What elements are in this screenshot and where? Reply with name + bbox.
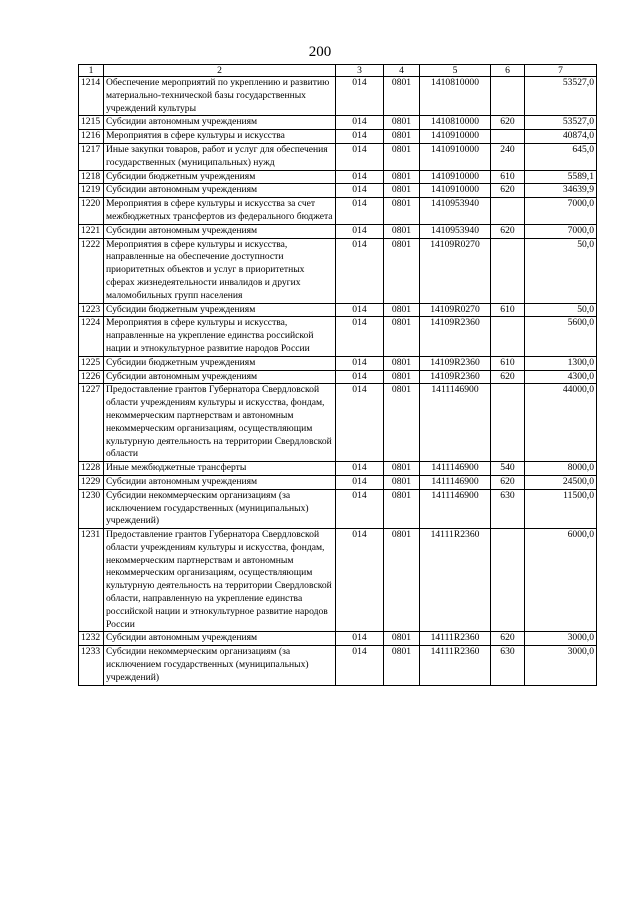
row-number: 1219 [79,184,104,198]
row-department-code: 014 [336,489,384,528]
row-section-code: 0801 [384,370,420,384]
row-department-code: 014 [336,384,384,462]
column-header: 5 [420,65,491,77]
table-row [79,116,597,130]
row-department-code: 014 [336,170,384,184]
row-name: Иные закупки товаров, работ и услуг для обеспечения государственных (муниципальных) нужд [104,143,336,170]
row-name: Субсидии автономным учреждениям [104,184,336,198]
column-header: 2 [104,65,336,77]
row-target-code: 14111R2360 [420,529,491,632]
row-section-code: 0801 [384,462,420,476]
table-row [79,317,597,356]
row-expense-type: 540 [491,462,525,476]
row-amount: 50,0 [525,303,597,317]
row-section-code: 0801 [384,170,420,184]
row-department-code: 014 [336,224,384,238]
row-expense-type: 620 [491,116,525,130]
row-department-code: 014 [336,356,384,370]
row-number: 1226 [79,370,104,384]
row-expense-type: 620 [491,184,525,198]
table-row [79,303,597,317]
row-expense-type [491,77,525,116]
row-number: 1228 [79,462,104,476]
row-name: Субсидии автономным учреждениям [104,116,336,130]
row-section-code: 0801 [384,475,420,489]
row-amount: 3000,0 [525,632,597,646]
row-target-code: 14109R2360 [420,370,491,384]
row-section-code: 0801 [384,238,420,303]
row-target-code: 1410910000 [420,184,491,198]
row-expense-type: 620 [491,224,525,238]
row-target-code: 1411146900 [420,462,491,476]
row-amount: 11500,0 [525,489,597,528]
row-name: Иные межбюджетные трансферты [104,462,336,476]
row-department-code: 014 [336,370,384,384]
row-department-code: 014 [336,632,384,646]
table-row [79,646,597,685]
row-section-code: 0801 [384,646,420,685]
row-amount: 53527,0 [525,116,597,130]
row-name: Субсидии автономным учреждениям [104,632,336,646]
row-target-code: 1410953940 [420,198,491,225]
row-number: 1217 [79,143,104,170]
row-department-code: 014 [336,198,384,225]
row-target-code: 1411146900 [420,475,491,489]
row-section-code: 0801 [384,317,420,356]
table-row [79,370,597,384]
row-expense-type: 630 [491,489,525,528]
row-number: 1230 [79,489,104,528]
row-name: Мероприятия в сфере культуры и искусства за счет межбюджетных трансфертов из федерального бюджета [104,198,336,225]
row-department-code: 014 [336,130,384,144]
row-amount: 50,0 [525,238,597,303]
row-number: 1223 [79,303,104,317]
table-row [79,475,597,489]
row-name: Субсидии автономным учреждениям [104,475,336,489]
column-header: 3 [336,65,384,77]
row-target-code: 14109R0270 [420,238,491,303]
row-amount: 5600,0 [525,317,597,356]
row-department-code: 014 [336,317,384,356]
row-name: Мероприятия в сфере культуры и искусства, направленные на укрепление единства российской нации и этнокультурное развитие народов России [104,317,336,356]
table-row [79,356,597,370]
row-target-code: 1410953940 [420,224,491,238]
row-expense-type: 610 [491,303,525,317]
row-number: 1220 [79,198,104,225]
row-amount: 40874,0 [525,130,597,144]
row-amount: 44000,0 [525,384,597,462]
row-target-code: 14109R0270 [420,303,491,317]
row-amount: 34639,9 [525,184,597,198]
row-target-code: 14109R2360 [420,356,491,370]
row-amount: 5589,1 [525,170,597,184]
row-section-code: 0801 [384,130,420,144]
row-amount: 24500,0 [525,475,597,489]
table-row [79,238,597,303]
row-department-code: 014 [336,238,384,303]
table-row [79,143,597,170]
table-row [79,224,597,238]
budget-table [78,64,597,686]
row-section-code: 0801 [384,184,420,198]
row-expense-type: 620 [491,475,525,489]
table-row [79,77,597,116]
row-amount: 1300,0 [525,356,597,370]
row-expense-type [491,317,525,356]
table-row [79,462,597,476]
row-target-code: 1410910000 [420,130,491,144]
row-amount: 3000,0 [525,646,597,685]
column-header: 6 [491,65,525,77]
row-expense-type [491,238,525,303]
row-expense-type: 620 [491,632,525,646]
table-header-row [79,65,597,77]
row-expense-type: 610 [491,356,525,370]
row-section-code: 0801 [384,303,420,317]
table-row [79,198,597,225]
table-row [79,384,597,462]
row-name: Субсидии бюджетным учреждениям [104,170,336,184]
row-section-code: 0801 [384,116,420,130]
row-expense-type: 610 [491,170,525,184]
row-amount: 645,0 [525,143,597,170]
row-number: 1229 [79,475,104,489]
row-expense-type [491,130,525,144]
row-target-code: 14109R2360 [420,317,491,356]
row-name: Мероприятия в сфере культуры и искусства [104,130,336,144]
row-name: Субсидии бюджетным учреждениям [104,356,336,370]
column-header: 4 [384,65,420,77]
row-amount: 53527,0 [525,77,597,116]
row-target-code: 1410810000 [420,116,491,130]
row-number: 1216 [79,130,104,144]
row-section-code: 0801 [384,384,420,462]
column-header: 1 [79,65,104,77]
row-number: 1221 [79,224,104,238]
row-department-code: 014 [336,462,384,476]
row-number: 1231 [79,529,104,632]
row-expense-type [491,198,525,225]
row-name: Предоставление грантов Губернатора Свердловской области учреждениям культуры и искусства, фондам, некоммерческим партнерствам и автономным некоммерческим организациям, осуществляющим культурную деятельность на территории Свердловской области [104,384,336,462]
row-number: 1227 [79,384,104,462]
table-row [79,529,597,632]
row-expense-type [491,529,525,632]
row-section-code: 0801 [384,77,420,116]
row-amount: 7000,0 [525,224,597,238]
row-name: Субсидии автономным учреждениям [104,224,336,238]
row-section-code: 0801 [384,489,420,528]
row-section-code: 0801 [384,143,420,170]
row-target-code: 1411146900 [420,489,491,528]
row-name: Субсидии некоммерческим организациям (за исключением государственных (муниципальных) учреждений) [104,646,336,685]
row-section-code: 0801 [384,632,420,646]
table-row [79,170,597,184]
row-number: 1218 [79,170,104,184]
row-department-code: 014 [336,184,384,198]
row-target-code: 14111R2360 [420,646,491,685]
row-target-code: 1410910000 [420,143,491,170]
row-section-code: 0801 [384,224,420,238]
row-expense-type: 620 [491,370,525,384]
column-header: 7 [525,65,597,77]
row-number: 1225 [79,356,104,370]
row-amount: 7000,0 [525,198,597,225]
row-section-code: 0801 [384,356,420,370]
row-number: 1214 [79,77,104,116]
row-name: Субсидии бюджетным учреждениям [104,303,336,317]
row-number: 1232 [79,632,104,646]
row-amount: 6000,0 [525,529,597,632]
row-department-code: 014 [336,143,384,170]
row-target-code: 1410810000 [420,77,491,116]
row-expense-type [491,384,525,462]
row-name: Предоставление грантов Губернатора Свердловской области учреждениям культуры и искусства, фондам, некоммерческим партнерствам и автономным некоммерческим организациям, осуществляющим культурную деятельность на территории Свердловской области, направленную на укрепление единства российской нации и этнокультурное развитие народов России [104,529,336,632]
row-target-code: 14111R2360 [420,632,491,646]
row-number: 1224 [79,317,104,356]
row-department-code: 014 [336,646,384,685]
row-department-code: 014 [336,116,384,130]
row-department-code: 014 [336,475,384,489]
row-target-code: 1411146900 [420,384,491,462]
table-row [79,489,597,528]
table-row [79,130,597,144]
row-target-code: 1410910000 [420,170,491,184]
row-section-code: 0801 [384,198,420,225]
row-section-code: 0801 [384,529,420,632]
row-number: 1215 [79,116,104,130]
row-name: Субсидии некоммерческим организациям (за исключением государственных (муниципальных) учреждений) [104,489,336,528]
row-name: Субсидии автономным учреждениям [104,370,336,384]
page-number: 200 [308,44,332,60]
row-number: 1222 [79,238,104,303]
row-expense-type: 240 [491,143,525,170]
table-row [79,184,597,198]
row-name: Мероприятия в сфере культуры и искусства, направленные на обеспечение доступности приоритетных объектов и услуг в приоритетных сферах жизнедеятельности инвалидов и других маломобильных групп населения [104,238,336,303]
row-number: 1233 [79,646,104,685]
row-name: Обеспечение мероприятий по укреплению и развитию материально-технической базы государственных учреждений культуры [104,77,336,116]
row-expense-type: 630 [491,646,525,685]
row-amount: 4300,0 [525,370,597,384]
table-row [79,632,597,646]
row-department-code: 014 [336,77,384,116]
row-department-code: 014 [336,529,384,632]
row-department-code: 014 [336,303,384,317]
row-amount: 8000,0 [525,462,597,476]
